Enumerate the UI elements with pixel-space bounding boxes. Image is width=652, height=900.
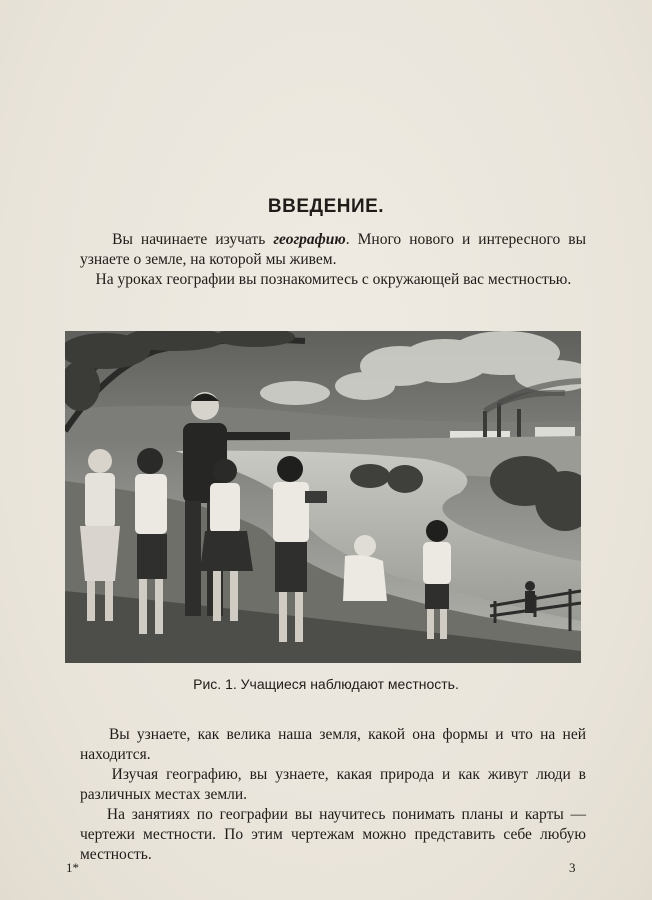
body-paragraph-2 [80, 765, 586, 805]
body-p5-text: На занятиях по географии вы научитесь понимать планы и карты — чертежи местности. По этим чертежам можно представить себе любую местность. [80, 806, 586, 863]
illustration-drawing [65, 331, 581, 663]
intro-paragraph-1 [80, 230, 586, 270]
body-p4-text: Изучая географию, вы узнаете, какая природа и как живут люди в различных местах земли. [80, 766, 587, 803]
intro-p1-before: Вы начинаете изучать [112, 231, 274, 248]
intro-paragraph-2 [80, 270, 586, 290]
body-paragraph-1 [80, 725, 586, 765]
illustration-students-observing [65, 331, 581, 663]
intro-p1-after: . Много нового и интересного вы узнаете о земле, на которой мы живем. [80, 231, 586, 268]
intro-p1-emphasis: географию [273, 231, 346, 248]
page-number: 3 [569, 860, 576, 875]
page-heading: ВВЕДЕНИЕ. [267, 196, 385, 217]
intro-p2-text: На уроках географии вы познакомитесь с окружающей вас местностью. [95, 271, 572, 288]
body-paragraph-3 [80, 805, 586, 865]
body-p3-text: Вы узнаете, как велика наша земля, какой она формы и что на ней находится. [80, 726, 586, 763]
figure-caption: Рис. 1. Учащиеся наблюдают местность. [193, 676, 459, 692]
signature-mark: 1* [66, 860, 79, 875]
